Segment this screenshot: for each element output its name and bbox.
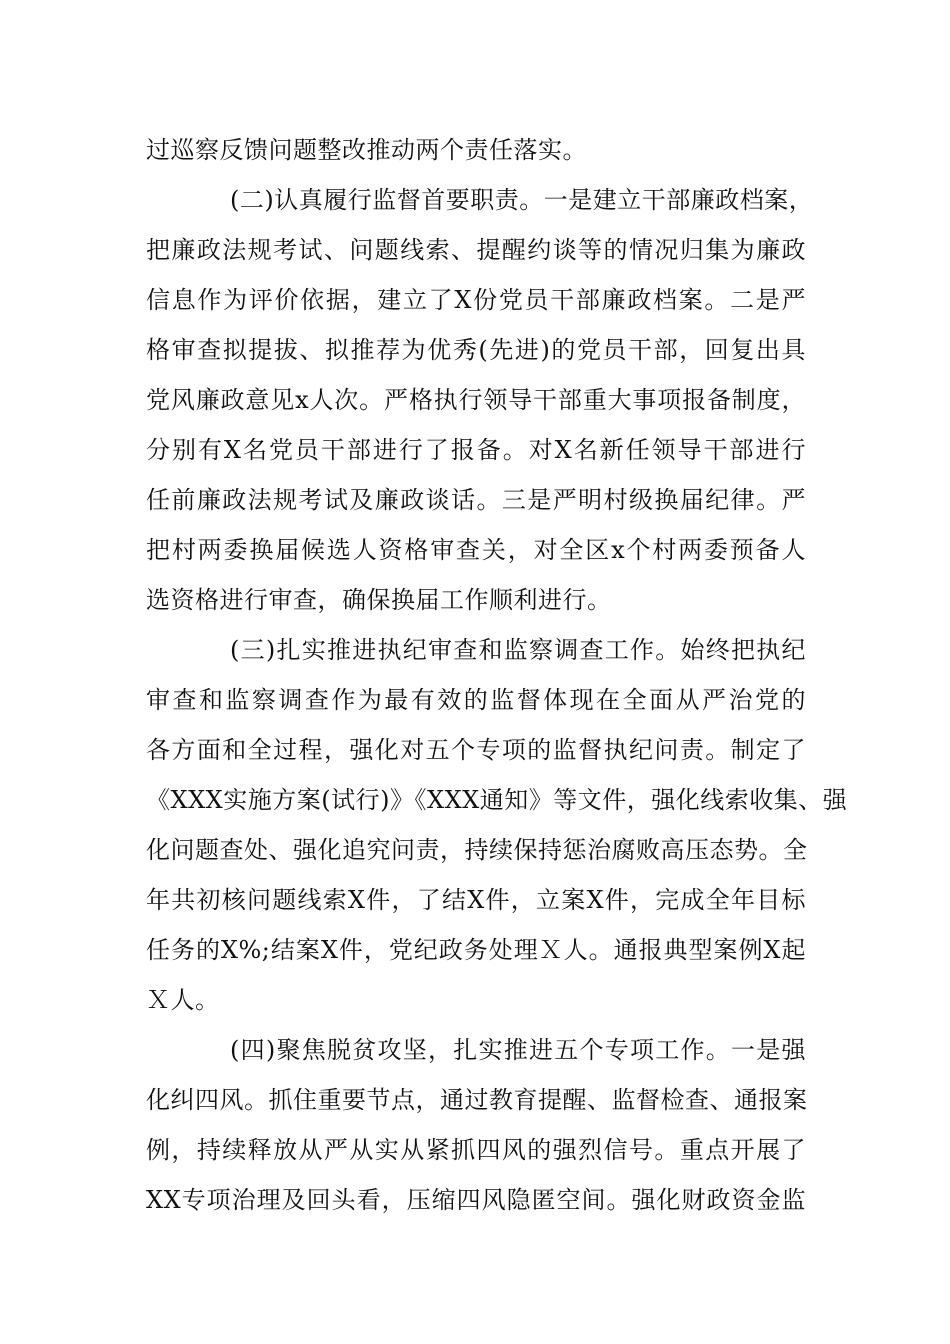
text-line: 选资格进行审查，确保换届工作顺利进行。: [146, 586, 612, 614]
paragraph-heading-line: (四)聚焦脱贫攻坚，扎实推进五个专项工作。一是强: [230, 1036, 806, 1064]
text-line: 分别有X名党员干部进行了报备。对X名新任领导干部进行: [146, 436, 806, 464]
text-line: 任务的X%;结案X件，党纪政务处理Ｘ人。通报典型案例X起: [146, 936, 806, 964]
text-line: 化问题查处、强化追究问责，持续保持惩治腐败高压态势。全: [146, 836, 808, 864]
text-line: 年共初核问题线索X件，了结X件，立案X件，完成全年目标: [146, 886, 806, 914]
text-line: 《XXX实施方案(试行)》《XXX通知》等文件，强化线索收集、强: [146, 786, 848, 814]
text-line: 任前廉政法规考试及廉政谈话。三是严明村级换届纪律。严: [146, 486, 806, 514]
text-line: 化纠四风。抓住重要节点，通过教育提醒、监督检查、通报案: [146, 1086, 808, 1114]
text-line: 审查和监察调查作为最有效的监督体现在全面从严治党的: [146, 686, 806, 714]
text-line: 党风廉政意见x人次。严格执行领导干部重大事项报备制度，: [146, 386, 806, 414]
text-line: Ｘ人。: [146, 986, 220, 1014]
paragraph-heading-line: (二)认真履行监督首要职责。一是建立干部廉政档案，: [230, 186, 814, 214]
text-line: XX专项治理及回头看，压缩四风隐匿空间。强化财政资金监: [146, 1186, 806, 1214]
text-line: 过巡察反馈问题整改推动两个责任落实。: [146, 136, 587, 164]
text-line: 把村两委换届候选人资格审查关，对全区x个村两委预备人: [146, 536, 806, 564]
text-line: 把廉政法规考试、问题线索、提醒约谈等的情况归集为廉政: [146, 236, 806, 264]
text-line: 格审查拟提拔、拟推荐为优秀(先进)的党员干部，回复出具: [146, 336, 806, 364]
text-line: 例，持续释放从严从实从紧抓四风的强烈信号。重点开展了: [146, 1136, 806, 1164]
paragraph-heading-line: (三)扎实推进执纪审查和监察调查工作。始终把执纪: [230, 636, 806, 664]
text-line: 各方面和全过程，强化对五个专项的监督执纪问责。制定了: [146, 736, 806, 764]
text-line: 信息作为评价依据，建立了X份党员干部廉政档案。二是严: [146, 286, 806, 314]
